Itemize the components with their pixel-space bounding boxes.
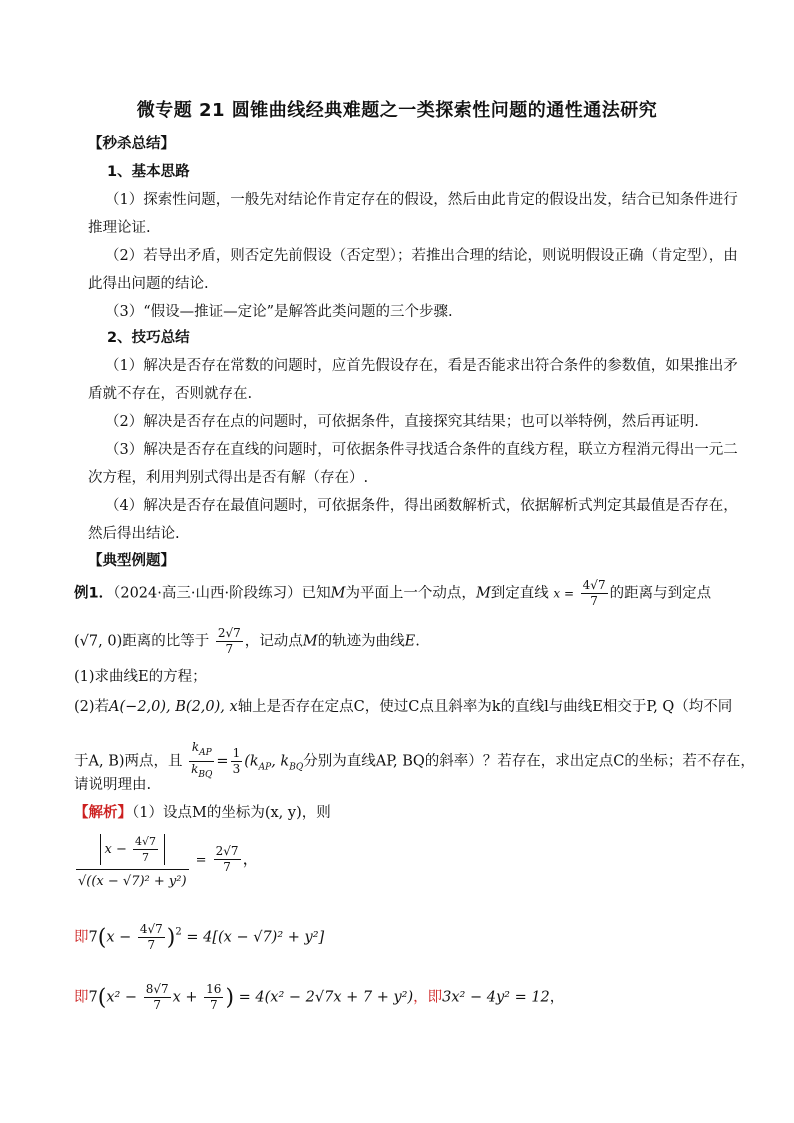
question-1: (1)求曲线E的方程； [74,669,207,685]
paragraph-line: （1）解决是否存在常数的问题时，应首先假设存在，看是否能求出符合条件的参数值，如果推出矛 [105,358,738,374]
fraction: $\frac{4√7}{7}$ [582,578,606,608]
examples-heading: 【典型例题】 [88,553,175,569]
paragraph-line: 然后得出结论. [88,526,180,542]
example-line: 例1．（2024·高三·山西·阶段练习）已知M为平面上一个动点，M到定直线 x = $\frac{4√7}{7}$ 的距离与到定点 [74,578,712,608]
example-source: （2024·高三·山西·阶段练习） [113,585,302,602]
paragraph-line: （1）探索性问题，一般先对结论作肯定存在的假设，然后由此肯定的假设出发，结合已知条件进行 [105,192,738,208]
example-label: 例1． [74,585,114,602]
solution-label: 【解析】 [74,805,132,821]
paragraph-line: 次方程，利用判别式得出是否有解（存在）. [88,470,369,486]
paragraph-line: 此得出问题的结论. [88,276,209,292]
fraction: $\frac{8√7}{7}$ [145,982,169,1012]
question-2-line: (2)若A(−2,0), B(2,0), x轴上是否存在定点C，使过C点且斜率为k的直线l与曲线E相交于P, Q（均不同 [74,699,733,715]
section2-heading: 2、技巧总结 [107,330,190,346]
page-title: 微专题 21 圆锥曲线经典难题之一类探索性问题的通性通法研究 [136,100,658,121]
paragraph-line: （2）解决是否存在点的问题时，可依据条件，直接探究其结果；也可以举特例，然后再证明. [105,414,699,430]
section1-heading: 1、基本思路 [107,164,190,180]
solution-line: 即7(x² − $\frac{8√7}{7}$ x + $\frac{16}{7}$ ) = 4(x² − 2√7x + 7 + y²)，即3x² − 4y² = 12， [74,982,565,1012]
paragraph-line: （2）若导出矛盾，则否定先前假设（否定型）；若推出合理的结论，则说明假设正确（肯定型），由 [105,248,738,264]
question-2-line: 于A, B)两点，且 $\frac{k_{AP}}{k_{BQ}}$ = $\frac{1}{3}$ ($k_{AP}$, $k_{BQ}$分别为直线AP, BQ的斜率）？若存在，求出定点C的坐标；若不存在， [74,740,755,783]
solution-equation: x − $\frac{4√7}{7}$ √((x − √7)² + y²) = $\frac{2√7}{7}$ ， [74,830,259,889]
solution-line: 【解析】（1）设点M的坐标为(x, y)，则 [74,805,331,821]
summary-heading: 【秒杀总结】 [88,136,175,152]
fraction: $\frac{16}{7}$ [206,982,222,1012]
paragraph-line: 盾就不存在，否则就存在. [88,386,253,402]
fraction: $\frac{2√7}{7}$ [215,844,239,874]
paragraph-line: （3）“假设—推证—定论”是解答此类问题的三个步骤. [105,304,453,320]
paragraph-line: （3）解决是否存在直线的问题时，可依据条件寻找适合条件的直线方程，联立方程消元得出一元二 [105,442,738,458]
paragraph-line: （4）解决是否存在最值问题时，可依据条件，得出函数解析式，依据解析式判定其最值是否存在， [105,498,738,514]
fraction: $\frac{k_{AP}}{k_{BQ}}$ [191,740,213,780]
solution-line: 即7(x − $\frac{4√7}{7}$ )$^2$ = 4[(x − √7)² + y²] [74,922,325,952]
fraction: $\frac{2√7}{7}$ [217,626,241,656]
fraction: x − $\frac{4√7}{7}$ √((x − √7)² + y²) [76,830,189,889]
fraction: $\frac{1}{3}$ [232,746,241,776]
question-2-line: 请说明理由. [74,777,152,793]
fraction: $\frac{4√7}{7}$ [139,922,163,952]
paragraph-line: 推理论证. [88,220,151,236]
example-line: (√7, 0)距离的比等于 $\frac{2√7}{7}$ ，记动点M的轨迹为曲线E. [74,626,420,656]
